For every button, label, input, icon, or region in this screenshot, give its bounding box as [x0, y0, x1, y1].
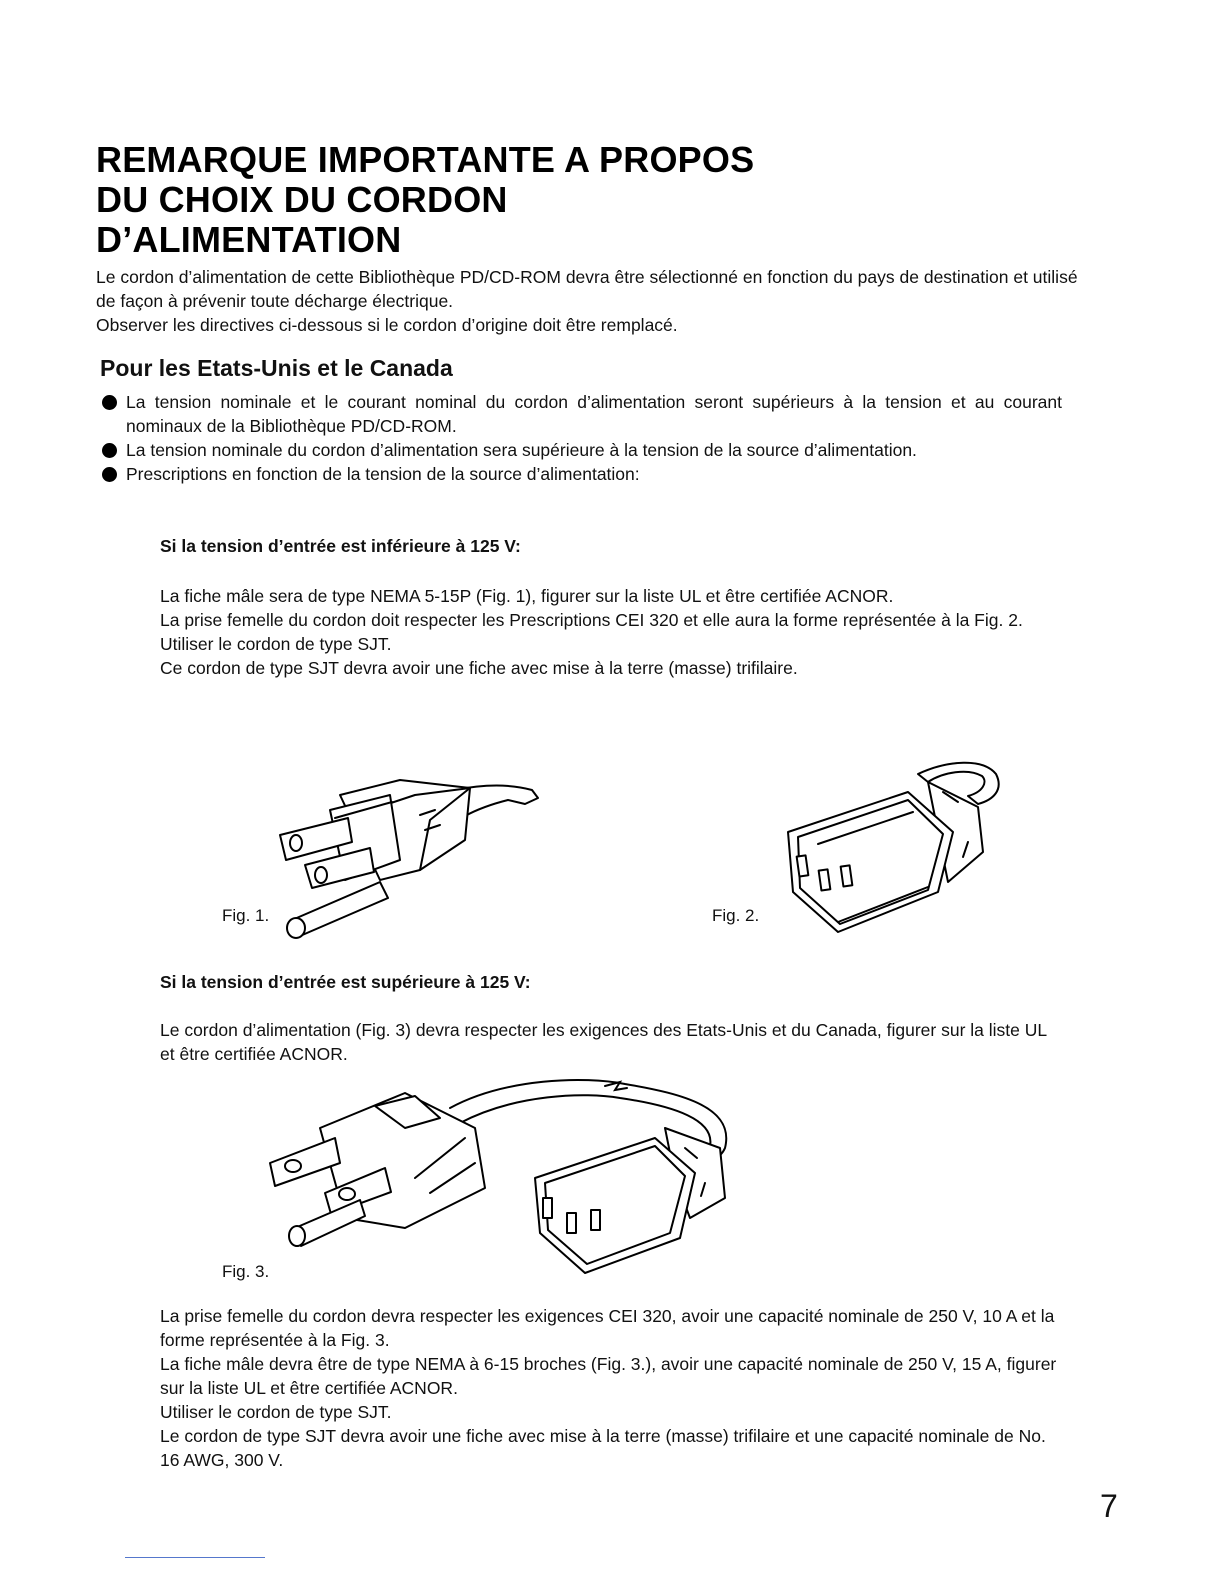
page-number: 7: [1100, 1488, 1118, 1524]
title-line-2: DU CHOIX DU CORDON: [96, 179, 508, 220]
section-heading: Pour les Etats-Unis et le Canada: [100, 355, 453, 381]
fig-2-label: Fig. 2.: [712, 906, 760, 925]
below-125v-paragraph-2: La prise femelle du cordon doit respecter les Prescriptions CEI 320 et elle aura la forme représentée à la Fig. 2.: [160, 610, 1023, 630]
footer-rule: [125, 1557, 265, 1558]
above-125v-heading: Si la tension d’entrée est supérieure à 125 V:: [160, 972, 531, 992]
below-125v-paragraph-4: Ce cordon de type SJT devra avoir une fiche avec mise à la terre (masse) trifilaire.: [160, 658, 798, 678]
bullet-icon: [102, 443, 117, 458]
bullet-text: La tension nominale du cordon d’alimentation sera supérieure à la tension de la source d’alimentation.: [126, 440, 917, 460]
above-125v-paragraph-4: Utiliser le cordon de type SJT.: [160, 1402, 392, 1422]
above-125v-paragraph-1: Le cordon d’alimentation (Fig. 3) devra respecter les exigences des Etats-Unis et du Canada, figurer sur la liste UL et être certifiée ACNOR.: [160, 1020, 1047, 1064]
fig-1-label: Fig. 1.: [222, 906, 270, 925]
iec-connector-illustration: [778, 752, 1018, 942]
bullet-item: [102, 462, 1062, 486]
bullet-list: [102, 390, 1062, 486]
intro-text: [96, 265, 1096, 337]
title-line-3: D’ALIMENTATION: [96, 219, 402, 260]
bullet-icon: [102, 395, 117, 410]
above-125v-paragraph-3: La fiche mâle devra être de type NEMA à 6-15 broches (Fig. 3.), avoir une capacité nominale de 250 V, 15 A, figurer sur la liste UL et être certifiée ACNOR.: [160, 1354, 1057, 1398]
bullet-text: Prescriptions en fonction de la tension de la source d’alimentation:: [126, 464, 640, 484]
power-cord-illustration: [265, 1068, 745, 1278]
above-125v-intro: [160, 1018, 1060, 1066]
above-125v-paragraph-5: Le cordon de type SJT devra avoir une fiche avec mise à la terre (masse) trifilaire et une capacité nominale de No. 16 AWG, 300 V.: [160, 1426, 1046, 1470]
below-125v-text: [160, 584, 1060, 680]
above-125v-paragraph-2: La prise femelle du cordon devra respecter les exigences CEI 320, avoir une capacité nominale de 250 V, 10 A et la forme représentée à la Fig. 3.: [160, 1306, 1055, 1350]
below-125v-paragraph-1: La fiche mâle sera de type NEMA 5-15P (Fig. 1), figurer sur la liste UL et être certifiée ACNOR.: [160, 586, 894, 606]
below-125v-paragraph-3: Utiliser le cordon de type SJT.: [160, 634, 392, 654]
intro-paragraph-2: Observer les directives ci-dessous si le cordon d’origine doit être remplacé.: [96, 315, 678, 335]
above-125v-details: [160, 1304, 1060, 1472]
bullet-item: [102, 390, 1062, 438]
below-125v-heading: Si la tension d’entrée est inférieure à 125 V:: [160, 536, 521, 556]
title-line-1: REMARQUE IMPORTANTE A PROPOS: [96, 139, 755, 180]
bullet-icon: [102, 467, 117, 482]
bullet-item: [102, 438, 1062, 462]
bullet-text: La tension nominale et le courant nominal du cordon d’alimentation seront supérieurs à la tension et au courant nominaux de la Bibliothèque PD/CD-ROM.: [126, 392, 1062, 436]
fig-3-label: Fig. 3.: [222, 1262, 270, 1281]
page-title: [96, 140, 754, 260]
intro-paragraph-1: Le cordon d’alimentation de cette Bibliothèque PD/CD-ROM devra être sélectionné en fonction du pays de destination et utilisé de façon à prévenir toute décharge électrique.: [96, 267, 1078, 311]
nema-plug-illustration: [270, 770, 570, 940]
